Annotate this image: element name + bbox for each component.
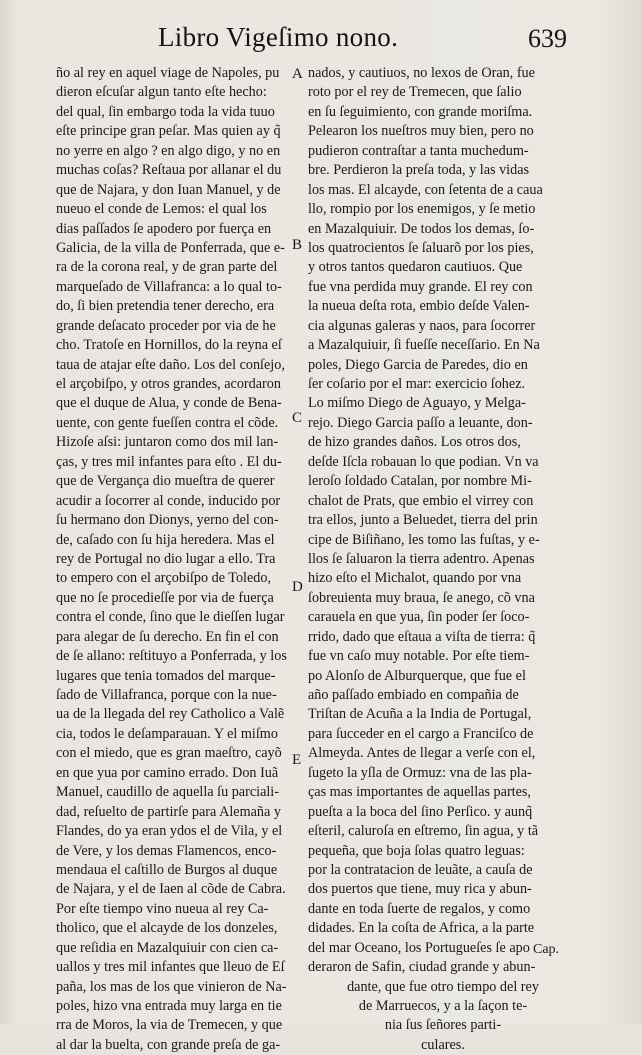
text-line: uente, con gente fueſſen contra el cõde.	[56, 414, 279, 431]
text-line: que de Najara, y don Iuan Manuel, y de	[56, 181, 281, 198]
margin-letter-a: A	[292, 66, 303, 82]
text-line: uallos y tres mil infantes que lleuo de Eſ	[56, 959, 285, 976]
text-line: cia algunas galeras y naos, para ſocorrer	[308, 317, 536, 334]
text-line: deraron de Safin, ciudad grande y abun-	[308, 959, 536, 976]
text-line: no yerre en algo ? en algo digo, y no en	[56, 142, 281, 159]
text-line: marqueſado de Villafranca: a lo qual to-	[56, 278, 282, 295]
text-line: ſer coſario por el mar: exercicio ſohez.	[308, 376, 526, 392]
text-line: por la contratacion de leuãte, a cauſa de	[308, 861, 533, 878]
text-line: to empero con el arçobiſpo de Toledo,	[56, 570, 272, 587]
text-line: del qual, ſin embargo toda la vida tuuo	[56, 103, 275, 120]
text-line: a Mazalquiuir, ſi fueſſe neceſſario. En Na	[308, 337, 540, 354]
text-line: ſado de Villafranca, porque con la nue-	[56, 687, 277, 703]
text-line: ças, y tres mil infantes para eſto . El du-	[56, 453, 282, 470]
text-line: los quatrocientos ſe ſaluarõ por los pies,	[308, 239, 534, 256]
text-line: cipe de Biſiñano, les tomo las fuſtas, y e-	[308, 531, 540, 548]
text-line: rrido, dado que eſtaua a viſta de tierra: q̃	[308, 628, 536, 645]
text-line: ño al rey en aquel viage de Napoles, pu	[56, 65, 280, 81]
text-line: llos ſe ſaluaron la tierra adentro. Apenas	[308, 550, 535, 567]
text-line: ua de la llegada del rey Catholico a Valẽ	[56, 706, 285, 723]
text-line: con el miedo, que es gran maeſtro, cayõ	[56, 745, 282, 762]
page-number: 639	[528, 24, 567, 53]
text-line: y otros tantos quedaron cautiuos. Que	[308, 259, 523, 276]
text-line: al dar la buelta, con grande preſa de ga-	[56, 1036, 281, 1053]
text-line: que no ſe procedieſſe por via de fuerça	[56, 589, 274, 606]
text-line: Triſtan de Acuña a la India de Portugal,	[308, 706, 532, 723]
text-line: pueſta a la boca del ſino Perſico. y aunq̃	[308, 803, 533, 820]
text-line: ças mas importantes de aquellas partes,	[308, 784, 531, 801]
text-line: ra de la corona real, y de gran parte del	[56, 259, 278, 276]
text-line: en Mazalquiuir. De todos los demas, ſo-	[308, 220, 535, 237]
text-line: muchas coſas? Reſtaua por allanar el du	[56, 162, 282, 179]
text-line: rra de Moros, la via de Tremecen, y que	[56, 1017, 283, 1034]
text-line: en ſu ſeguimiento, con grande moriſma.	[308, 103, 533, 120]
text-line: contra el conde, ſino que le dieſſen lugar	[56, 609, 285, 626]
text-line: poles, hizo vna entrada muy larga en tie	[56, 998, 282, 1014]
text-line: Galicia, de la villa de Ponferrada, que e-	[56, 239, 285, 256]
text-line: nados, y cautiuos, no lexos de Oran, fue	[308, 65, 535, 81]
text-line: deſde Iſcla robauan lo que podian. Vn va	[308, 453, 539, 470]
text-line: dias paſſados ſe apodero por fuerça en	[56, 220, 272, 237]
running-title: Libro Vigeſimo nono.	[158, 22, 399, 52]
text-line: Flandes, do ya eran ydos el de Vila, y el	[56, 823, 283, 840]
text-line: roto por el rey de Tremecen, que ſalio	[308, 84, 522, 101]
text-line: de Vere, y los demas Flamencos, enco-	[56, 842, 277, 859]
margin-letter-c: C	[292, 410, 303, 426]
text-line: taua de atajar eſte daño. Los del conſejo,	[56, 356, 285, 373]
text-line: pequeña, que boja ſolas quatro leguas:	[308, 842, 525, 859]
text-line: eſteril, caluroſa en eſtremo, ſin agua, y tã	[308, 823, 539, 840]
closing-text-line: nia ſus ſeñores parti-	[384, 1017, 502, 1034]
right-column-body	[308, 64, 578, 978]
text-line: ſobreuienta muy braua, ſe anego, cõ vna	[308, 589, 535, 606]
text-line: lugares que tenia tomados del marque-	[56, 667, 276, 684]
text-line: nueuo el conde de Lemos: el qual los	[56, 201, 267, 218]
text-line: dad, reſuelto de partirſe para Alemaña y	[56, 803, 281, 820]
margin-letter-d: D	[292, 579, 303, 595]
text-line: rey de Portugal no dio lugar a ello. Tra	[56, 550, 276, 567]
text-line: en que yua por camino errado. Don Iuã	[56, 764, 279, 781]
closing-text-line: de Marruecos, y a la ſaçon te-	[358, 998, 528, 1014]
text-line: Hizoſe aſsi: juntaron como dos mil lan-	[56, 434, 279, 451]
catchword: Cap.	[533, 942, 560, 957]
closing-text-line: culares.	[421, 1036, 465, 1053]
text-line: de, caſado con ſu hija heredera. Mas el	[56, 531, 275, 548]
left-text-column	[56, 64, 292, 1055]
text-line: Por eſte tiempo vino nueua al rey Ca-	[56, 900, 269, 917]
text-line: para ſucceder en el cargo a Franciſco de	[308, 725, 534, 742]
text-line: de hizo grandes daños. Los otros dos,	[308, 434, 521, 451]
text-line: fue vn caſo muy notable. Por eſte tiem-	[308, 648, 530, 665]
text-line: del mar Oceano, los Portugueſes ſe apo	[308, 939, 530, 956]
text-line: grande deſacato proceder por via de he	[56, 317, 276, 334]
text-line: dos puertos que tiene, muy rica y abun-	[308, 881, 532, 898]
text-line: poles, Diego Garcia de Paredes, dio en	[308, 356, 528, 373]
text-line: cho. Tratoſe en Hornillos, do la reyna eſ	[56, 337, 282, 354]
text-line: el arçobiſpo, y otros grandes, acordaron	[56, 376, 281, 392]
text-line: de Najara, y el de Iaen al cõde de Cabra.	[56, 881, 286, 898]
text-line: paña, los mas de los que vinieron de Na-	[56, 978, 287, 995]
text-line: que reſidia en Mazalquiuir con cien ca-	[56, 939, 279, 956]
text-line: mendaua el caſtillo de Burgos al duque	[56, 861, 278, 878]
text-line: Manuel, caudillo de aquella ſu parciali-	[56, 784, 279, 801]
right-text-column	[308, 64, 578, 1055]
margin-letter-e: E	[292, 752, 302, 768]
text-line: ſu hermano don Dionys, yerno del con-	[56, 512, 279, 529]
text-line: que el duque de Alua, y conde de Bena-	[56, 395, 282, 412]
text-line: de ſe allano: reſtituyo a Ponferrada, y los	[56, 648, 287, 665]
text-line: didades. En la coſta de Africa, a la parte	[308, 920, 535, 937]
text-line: fue vna perdida muy grande. El rey con	[308, 278, 533, 295]
text-line: la nueua deſta rota, embio deſde Valen-	[308, 298, 530, 315]
right-column-closing-lines	[308, 978, 578, 1055]
text-line: leroſo ſoldado Catalan, por nombre Mi-	[308, 473, 532, 490]
text-line: año paſſado embiado en compañia de	[308, 687, 519, 703]
text-line: pudieron contraſtar a tanta muchedum-	[308, 142, 529, 159]
text-line: ſugeto la yſla de Ormuz: vna de las pla-	[308, 764, 532, 781]
text-line: eſte principe gran peſar. Mas quien ay q̃	[56, 123, 281, 140]
text-line: hizo eſto el Michalot, quando por vna	[308, 570, 522, 587]
closing-text-line: dante, que fue otro tiempo del rey	[347, 978, 539, 995]
text-line: carauela en que yua, ſin poder ſer ſoco-	[308, 609, 530, 626]
text-line: Almeyda. Antes de llegar a verſe con el,	[308, 745, 536, 762]
text-line: para alegar de ſu derecho. En fin el con	[56, 628, 279, 645]
text-line: tra ellos, junto a Beluedet, tierra del prin	[308, 512, 538, 529]
text-line: po Alonſo de Alburquerque, que fue el	[308, 667, 526, 684]
text-line: chalot de Prats, que embio el virrey con	[308, 492, 534, 509]
text-line: cia, todos le deſamparauan. Y el miſmo	[56, 725, 278, 742]
text-line: tholico, que el alcayde de los donzeles,	[56, 920, 278, 937]
text-line: dante en toda ſuerte de regalos, y como	[308, 900, 531, 917]
text-line: do, ſi bien pretendia tener derecho, era	[56, 298, 275, 315]
text-line: dieron eſcuſar algun tanto eſte hecho:	[56, 84, 267, 101]
text-line: que de Vergança dio mueſtra de querer	[56, 473, 275, 490]
text-line: llo, rompio por los enemigos, y ſe metio	[308, 201, 536, 218]
text-line: Lo miſmo Diego de Aguayo, y Melga-	[308, 395, 526, 412]
text-line: bre. Perdieron la preſa toda, y las vidas	[308, 162, 530, 179]
text-line: rejo. Diego Garcia paſſo a leuante, don-	[308, 414, 533, 431]
text-line: Pelearon los nueſtros muy bien, pero no	[308, 123, 534, 140]
margin-letter-b: B	[292, 237, 303, 253]
text-line: acudir a ſocorrer al conde, inducido por	[56, 492, 281, 509]
text-line: los mas. El alcayde, con ſetenta de a caua	[308, 181, 543, 198]
